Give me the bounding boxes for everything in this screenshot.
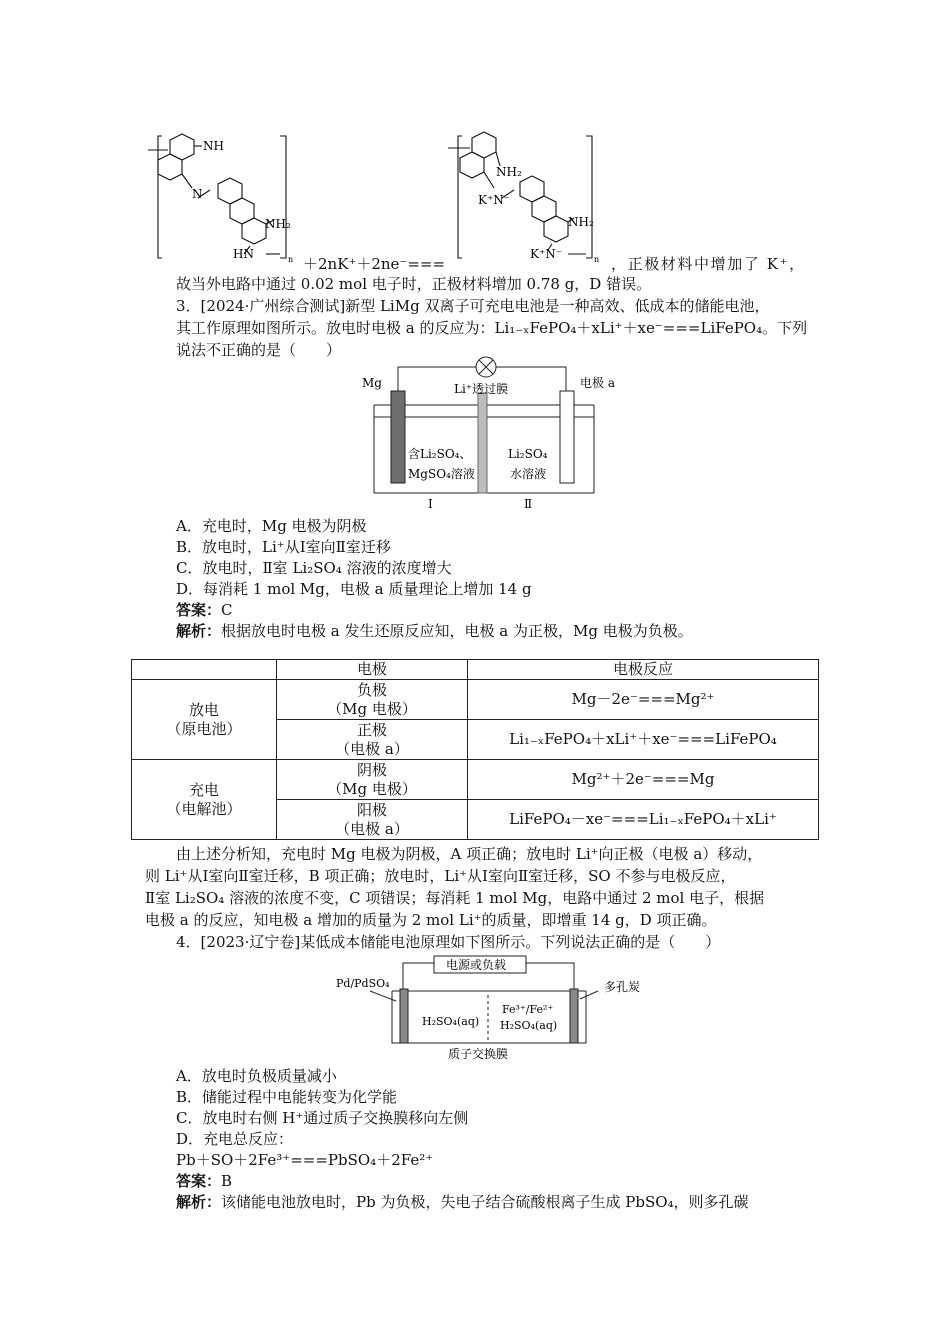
q3-electrode-a-reaction: Li₁₋ₓFePO₄＋xLi⁺＋xe⁻===LiFePO₄ — [494, 319, 763, 337]
table-electrode-label: 负极 — [356, 680, 387, 699]
q3-option-b: B．放电时，Li⁺从Ⅰ室向Ⅱ室迁移 — [176, 538, 391, 556]
table-header-reaction: 电极反应 — [468, 660, 819, 680]
table-reaction-cell: Mg²⁺＋2e⁻===Mg — [468, 760, 819, 800]
q4-option-b: B．储能过程中电能转变为化学能 — [176, 1088, 398, 1106]
subscript-n: n — [288, 255, 294, 264]
table-electrode-cell — [277, 800, 468, 840]
q4-option-d: D．充电总反应： — [176, 1130, 294, 1148]
table-electrode-cell — [277, 720, 468, 760]
q3-answer — [176, 600, 233, 620]
right-electrolyte-label-1: Fe³⁺/Fe²⁺ — [502, 1003, 554, 1016]
q3-para-line4: 电极 a 的反应，知电极 a 增加的质量为 2 mol Li⁺的质量，即增重 14 g，D 项正确。 — [145, 911, 717, 929]
table-header-electrode: 电极 — [277, 660, 468, 680]
equation-tail: ，正极材料中增加了 K⁺， — [611, 255, 806, 273]
table-mode-label: 放电 — [188, 700, 219, 719]
table-electrode-sub: （Mg 电极） — [327, 699, 417, 718]
q3-para-line3: Ⅱ室 Li₂SO₄ 溶液的浓度不变，C 项错误；每消耗 1 mol Mg，电路中通过 2 mol 电子，根据 — [145, 889, 765, 907]
kn-label-bottom: K⁺N⁻ — [530, 247, 563, 261]
polymer-structure-right — [440, 128, 610, 268]
q3-answer-value: C — [221, 601, 233, 619]
q4-analysis-label: 解析： — [176, 1193, 222, 1211]
table-reaction-cell: LiFePO₄－xe⁻===Li₁₋ₓFePO₄＋xLi⁺ — [468, 800, 819, 840]
equation-mid: ＋2nK⁺＋2ne⁻=== — [303, 255, 446, 273]
table-electrode-label: 阴极 — [356, 760, 387, 779]
table-header-empty — [132, 660, 277, 680]
right-solution-label-2: 水溶液 — [510, 467, 547, 481]
subscript-n-right: n — [594, 255, 600, 264]
table-electrode-label: 正极 — [356, 720, 387, 739]
table-mode-sub: （原电池） — [166, 719, 242, 738]
imine-label: NH — [203, 139, 224, 153]
q4-answer — [176, 1171, 232, 1191]
q4-option-c: C．放电时右侧 H⁺通过质子交换膜移向左侧 — [176, 1109, 469, 1127]
q4-analysis — [176, 1192, 749, 1212]
right-solution-label-1: Li₂SO₄ — [508, 447, 548, 461]
q3-stem-line2-end: 。下列 — [762, 319, 808, 337]
q4-option-a: A．放电时负极质量减小 — [176, 1067, 337, 1085]
q4-answer-value: B — [221, 1172, 233, 1190]
table-mode-charge — [132, 760, 277, 840]
q4-analysis-text: 该储能电池放电时，Pb 为负极，失电子结合硫酸根离子生成 PbSO₄，则多孔碳 — [221, 1193, 749, 1211]
azo-n-label: N — [192, 187, 203, 201]
table-mode-sub: （电解池） — [166, 799, 242, 818]
room-1-label: Ⅰ — [428, 497, 433, 511]
proton-membrane-label: 质子交换膜 — [448, 1047, 509, 1061]
conclusion-line: 故当外电路中通过 0.02 mol 电子时，正极材料增加 0.78 g，D 错误。 — [176, 275, 652, 293]
q4-answer-label: 答案： — [176, 1172, 222, 1190]
kn-label-top: K⁺N⁻ — [478, 193, 511, 207]
table-electrode-cell — [277, 760, 468, 800]
q3-stem-line1: 3．[2024·广州综合测试]新型 LiMg 双离子可充电电池是一种高效、低成本的储能电池， — [176, 297, 770, 315]
q3-stem-line3: 说法不正确的是（ ） — [176, 341, 342, 359]
electrode-a-label: 电极 a — [580, 376, 615, 390]
mg-label: Mg — [362, 376, 382, 390]
q3-answer-label: 答案： — [176, 601, 222, 619]
amine-label-right: NH₂ — [496, 165, 522, 179]
q3-stem-line2-text: 其工作原理如图所示。放电时电极 a 的反应为： — [176, 319, 495, 337]
carbon-label: 多孔炭 — [604, 980, 641, 994]
electrode-reaction-table — [131, 659, 819, 840]
q3-option-a: A．充电时，Mg 电极为阴极 — [176, 517, 367, 535]
right-electrolyte-label-2: H₂SO₄(aq) — [500, 1019, 558, 1032]
q4-cell-diagram — [330, 955, 660, 1063]
pd-electrode — [400, 989, 408, 1043]
table-electrode-sub: （Mg 电极） — [327, 779, 417, 798]
q3-analysis-label: 解析： — [176, 622, 222, 640]
q3-para-line2: 则 Li⁺从Ⅰ室向Ⅱ室迁移，B 项正确；放电时，Li⁺从Ⅰ室向Ⅱ室迁移，SO 不参与电极反应， — [145, 867, 736, 885]
table-reaction-cell: Mg－2e⁻===Mg²⁺ — [468, 680, 819, 720]
power-source-label: 电源或负载 — [446, 958, 507, 972]
q3-option-d: D．每消耗 1 mol Mg，电极 a 质量理论上增加 14 g — [176, 580, 532, 598]
left-electrolyte-label: H₂SO₄(aq) — [422, 1015, 480, 1028]
q3-analysis-text: 根据放电时电极 a 发生还原反应知，电极 a 为正极，Mg 电极为负极。 — [221, 622, 693, 640]
li-membrane — [478, 393, 487, 493]
q4-total-reaction: Pb＋SO＋2Fe³⁺===PbSO₄＋2Fe²⁺ — [176, 1151, 434, 1169]
q3-cell-diagram — [358, 355, 615, 515]
table-electrode-cell — [277, 680, 468, 720]
table-mode-label: 充电 — [188, 780, 219, 799]
table-reaction-cell: Li₁₋ₓFePO₄＋xLi⁺＋xe⁻===LiFePO₄ — [468, 720, 819, 760]
hn-label: HN — [233, 247, 254, 261]
table-mode-discharge — [132, 680, 277, 760]
polymer-structure-left — [140, 128, 300, 268]
mg-electrode — [391, 391, 405, 483]
amine-label: NH₂ — [265, 217, 291, 231]
table-electrode-sub: （电极 a） — [335, 819, 409, 838]
q3-analysis — [176, 621, 693, 641]
amine-label-lower: NH₂ — [568, 215, 594, 229]
membrane-label: Li⁺透过膜 — [454, 382, 509, 396]
table-electrode-sub: （电极 a） — [335, 739, 409, 758]
q3-para-line1: 由上述分析知，充电时 Mg 电极为阴极，A 项正确；放电时 Li⁺向正极（电极 a）移动， — [176, 845, 763, 863]
pd-label: Pd/PdSO₄ — [336, 977, 390, 990]
left-solution-label-1: 含Li₂SO₄、 — [408, 447, 472, 461]
left-solution-label-2: MgSO₄溶液 — [408, 467, 475, 481]
table-electrode-label: 阳极 — [356, 800, 387, 819]
carbon-electrode — [570, 989, 578, 1043]
room-2-label: Ⅱ — [524, 497, 533, 511]
q3-stem-line2 — [176, 318, 807, 338]
q3-option-c: C．放电时，Ⅱ室 Li₂SO₄ 溶液的浓度增大 — [176, 559, 452, 577]
q4-stem: 4．[2023·辽宁卷]某低成本储能电池原理如下图所示。下列说法正确的是（ ） — [176, 933, 721, 951]
